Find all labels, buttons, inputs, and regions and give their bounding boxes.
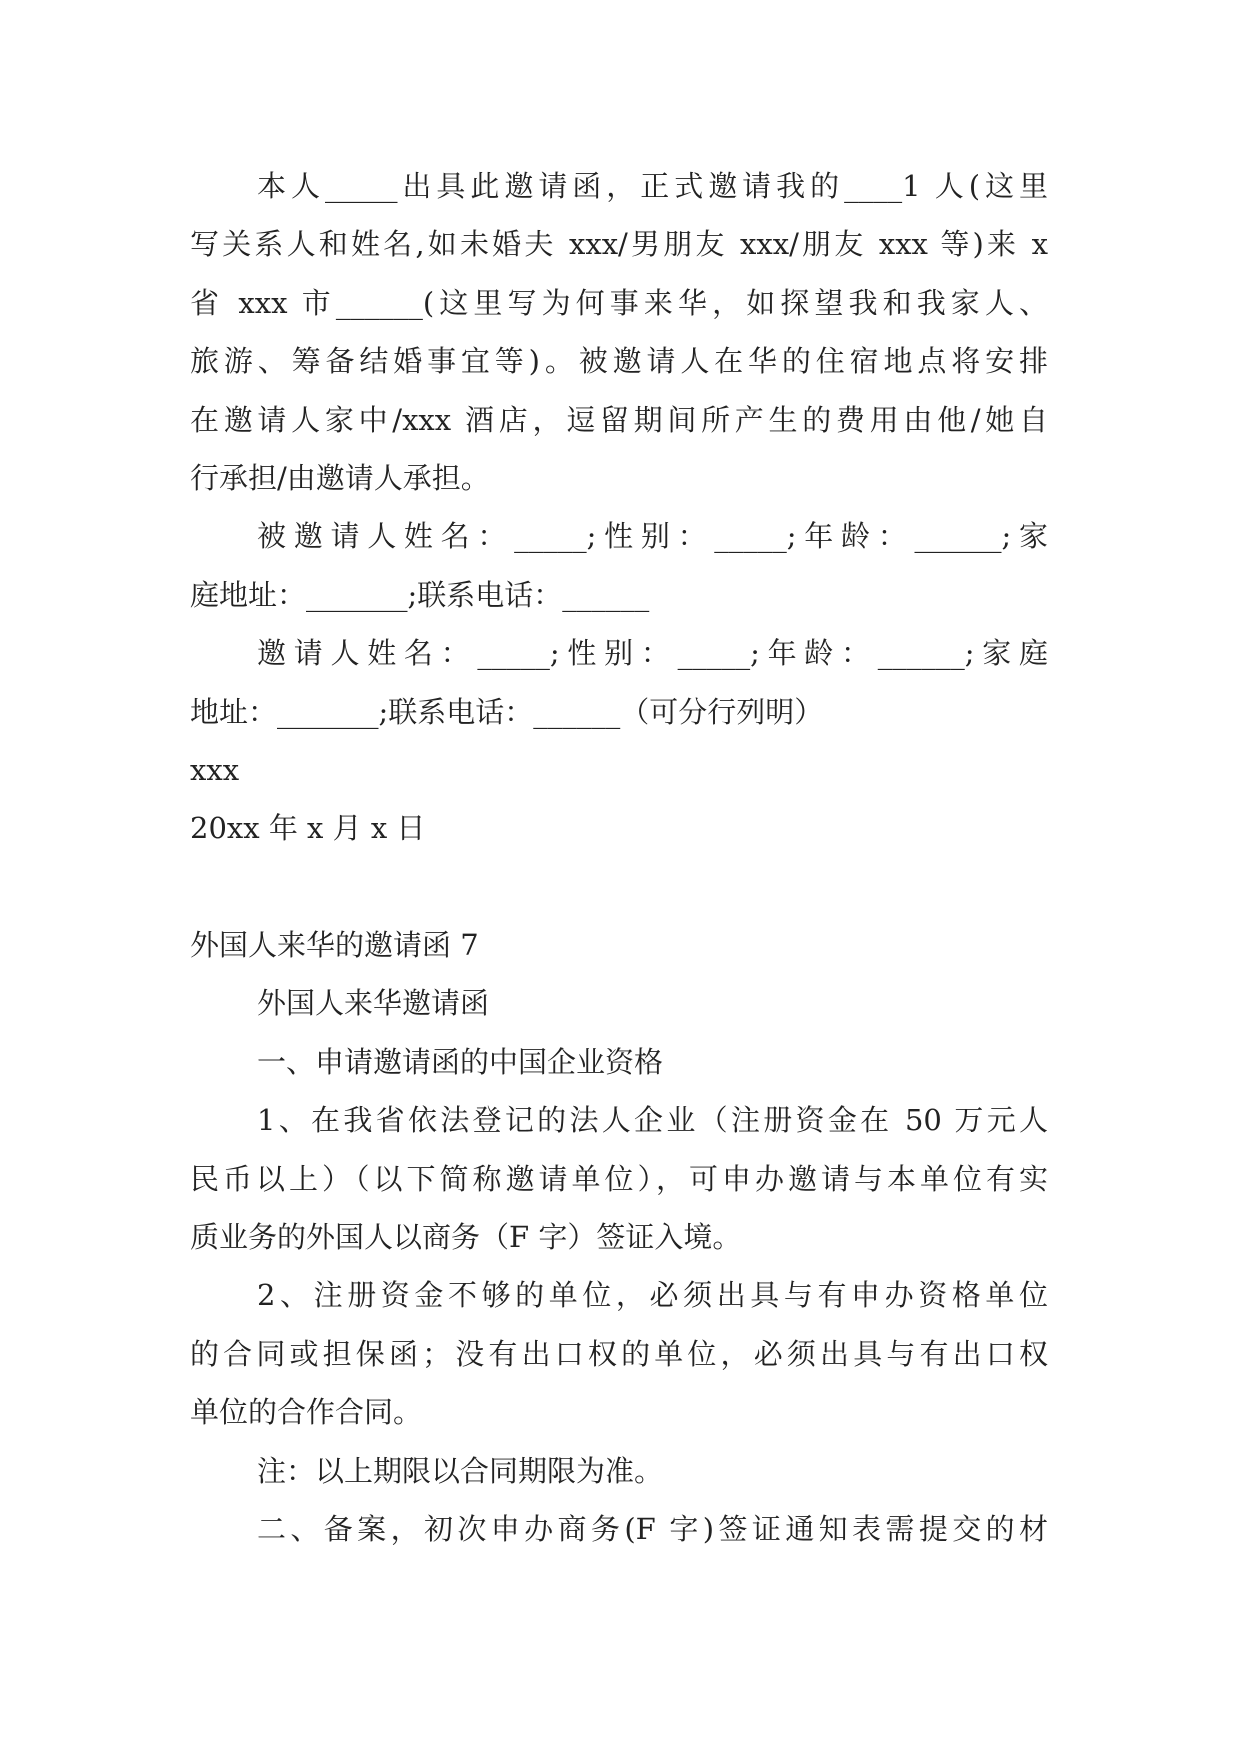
body-line: 20xx 年 x 月 x 日 [190, 811, 426, 846]
body-line: 质业务的外国人以商务（F 字）签证入境。 [190, 1220, 742, 1255]
paragraph-item-1 [190, 1091, 1048, 1266]
body-line: 单位的合作合同。 [190, 1395, 423, 1430]
document-body [190, 157, 1048, 1558]
body-line: 旅游、筹备结婚事宜等)。被邀请人在华的住宿地点将安排 [190, 344, 1048, 379]
body-line: 邀请人姓名：_____;性别：_____;年龄：______;家庭 [257, 636, 1048, 671]
body-line: 民币以上）（以下简称邀请单位），可申办邀请与本单位有实 [190, 1161, 1048, 1196]
body-line: 庭地址：_______;联系电话：______ [190, 577, 650, 612]
body-line: 地址：_______;联系电话：______（可分行列明） [190, 694, 824, 729]
body-line: xxx [190, 752, 240, 787]
signature-date [190, 799, 1048, 857]
body-line: 被邀请人姓名：_____;性别：_____;年龄：______;家 [257, 519, 1048, 554]
paragraph-inviter-info [190, 624, 1048, 741]
blank-line [190, 858, 1048, 916]
paragraph-note [190, 1442, 1048, 1500]
body-line: 外国人来华邀请函 [257, 986, 490, 1021]
body-line: 省 xxx 市______(这里写为何事来华，如探望我和我家人、 [190, 285, 1048, 320]
body-line: 一、申请邀请函的中国企业资格 [257, 1044, 664, 1079]
section-heading [190, 916, 1048, 974]
body-line: 1、在我省依法登记的法人企业（注册资金在 50 万元人 [257, 1103, 1048, 1138]
letter-title [190, 974, 1048, 1032]
body-line: 写关系人和姓名,如未婚夫 xxx/男朋友 xxx/朋友 xxx 等)来 x [190, 227, 1048, 262]
subsection-heading-filing [190, 1500, 1048, 1558]
body-line: 外国人来华的邀请函 7 [190, 928, 479, 963]
body-line: 注：以上期限以合同期限为准。 [257, 1453, 664, 1488]
body-line: 的合同或担保函；没有出口权的单位，必须出具与有出口权 [190, 1336, 1048, 1371]
paragraph-item-2 [190, 1266, 1048, 1441]
paragraph-invitation-statement [190, 157, 1048, 507]
body-line: 本人_____出具此邀请函，正式邀请我的____1 人(这里 [257, 169, 1048, 203]
body-line: 在邀请人家中/xxx 酒店，逗留期间所产生的费用由他/她自 [190, 402, 1048, 437]
paragraph-invitee-info [190, 507, 1048, 624]
body-line: 2、注册资金不够的单位，必须出具与有申办资格单位 [257, 1278, 1048, 1313]
signature-name [190, 741, 1048, 799]
subsection-heading-qualification [190, 1033, 1048, 1091]
body-line: 二、备案，初次申办商务(F 字)签证通知表需提交的材 [257, 1511, 1048, 1546]
body-line: 行承担/由邀请人承担。 [190, 460, 490, 495]
